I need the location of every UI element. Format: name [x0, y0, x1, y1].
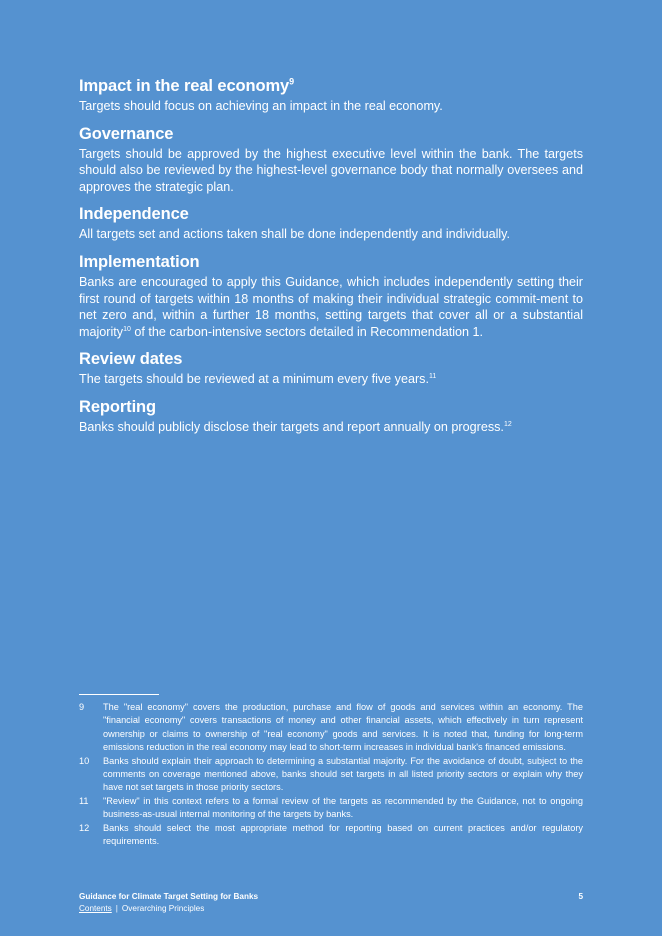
section-body: Targets should be approved by the highest executive level within the bank. The targets should also be reviewed by the highest-level governance body that normally oversees and approves the strategic plan. — [79, 146, 583, 194]
footnote-ref[interactable]: 9 — [289, 76, 295, 87]
section-heading: Implementation — [79, 252, 200, 271]
footnote-number: 10 — [79, 755, 90, 766]
footnote-text: Banks should explain their approach to determining a substantial majority. For the avoidance of doubt, subject to the comments on coverage mentioned above, banks should set targets in all listed priority sectors or explain why they have not set targets in those priority sectors. — [103, 755, 583, 793]
footnotes — [79, 694, 583, 848]
page-number: 5 — [578, 892, 583, 901]
document-title: Guidance for Climate Target Setting for Banks — [79, 892, 259, 901]
footnote-item — [79, 755, 583, 795]
page-footer — [79, 891, 583, 914]
section-heading: Impact in the real economy$^9$ — [79, 76, 295, 95]
section-heading: Reporting — [79, 397, 157, 416]
section-review-dates — [79, 349, 583, 388]
footer-nav — [79, 903, 583, 915]
section-independence — [79, 204, 583, 243]
footnote-ref[interactable]: 11 — [428, 373, 437, 381]
section-heading: Independence — [79, 205, 189, 224]
section-body: The targets should be reviewed at a minimum every five years.$^{11}$ — [79, 372, 437, 387]
section-body: Banks should publicly disclose their targets and report annually on progress.$^{12}$ — [79, 419, 512, 434]
footnote-text: Banks should select the most appropriate method for reporting based on current practices and/or regulatory requirements. — [103, 822, 583, 847]
section-body: Targets should focus on achieving an impact in the real economy. — [79, 99, 443, 113]
section-heading: Review dates — [79, 350, 183, 369]
footnote-ref[interactable]: 12 — [503, 420, 512, 428]
footnote-divider — [79, 694, 159, 695]
footnote-item — [79, 822, 583, 849]
main-content — [79, 76, 583, 445]
footnote-text: "Review" in this context refers to a formal review of the targets as recommended by the Guidance, not to ongoing business-as-usual internal monitoring of the targets by banks. — [103, 795, 583, 820]
section-governance — [79, 124, 583, 196]
section-body: All targets set and actions taken shall be done independently and individually. — [79, 227, 511, 242]
footnote-item — [79, 701, 583, 755]
footnote-number: 9 — [79, 702, 85, 712]
contents-link[interactable]: Contents — [79, 903, 112, 913]
section-body: Banks are encouraged to apply this Guidance, which includes independently setting their first round of targets within 18 months of making their individual strategic commit-ment to net zero and, within a further 18 months, setting targets that cover all or a substantial majority$^{10}$ of the carbon-intensive sectors detailed in Recommendation 1. — [79, 274, 583, 339]
footnote-ref[interactable]: 10 — [123, 325, 131, 333]
footnote-text: The "real economy" covers the production, purchase and flow of goods and services within an economy. The "financial economy" covers transactions of money and other financial assets, which effectively in turn represent ownership or claims to ownership of "real economy" goods and services. It is noted that, funding for long-term emissions reduction in the real economy may lead to short-term increases in individual bank's financed emissions. — [103, 702, 583, 753]
footnote-number: 11 — [79, 795, 89, 806]
section-link[interactable]: Overarching Principles — [121, 903, 205, 913]
section-impact — [79, 76, 583, 115]
section-heading: Governance — [79, 124, 174, 143]
section-implementation — [79, 252, 583, 340]
section-reporting — [79, 397, 583, 436]
footnote-number: 12 — [79, 822, 90, 833]
footer-separator: | — [115, 903, 118, 913]
footnote-item — [79, 795, 583, 822]
